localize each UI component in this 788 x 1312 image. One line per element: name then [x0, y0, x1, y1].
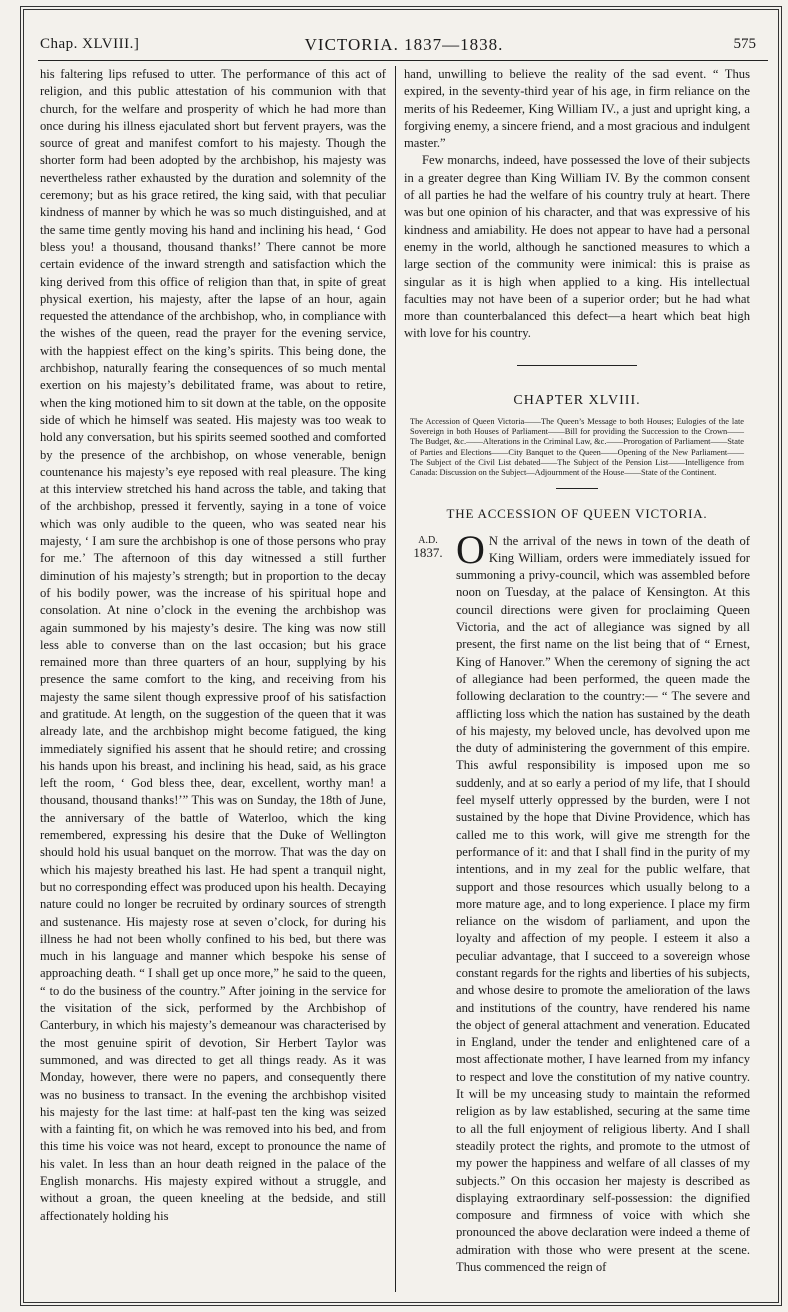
ad-year: 1837.: [413, 544, 443, 560]
continuation-paragraph: hand, unwilling to believe the reality of the sad event. “ Thus expired, in the seventy-third year of his age, in firm reliance on the merits of his Redeemer, King William IV., a just and upright king, a forgiving enemy, a sincere friend, and a most gracious and indulgent master.”: [404, 67, 750, 151]
page-number: 575: [733, 36, 756, 52]
column-divider: [395, 66, 396, 1292]
chapter-heading: CHAPTER XLVIII.: [513, 392, 641, 408]
chapter-synopsis: The Accession of Queen Victoria——The Queen’s Message to both Houses; Eulogies of the late Sovereign in both Houses of Parliament——Bill for providing the Succession to the Crown——The Budget, &c.——Alterations in the Criminal Law, &c.——Prorogation of Parliament——State of Parties and Elections——City Banquet to the Queen——Opening of the New Parliament——The Subject of the Civil List debated——The Subject of the Pension List——Intelligence from Canada: Discussion on the Subject—Adjournment of the House——State of the Continent.: [410, 417, 744, 478]
section-divider: [517, 365, 637, 366]
year-margin-note: [410, 535, 446, 559]
synopsis-divider: [556, 488, 598, 489]
ad-label: A.D.: [418, 534, 438, 546]
left-column: [40, 66, 386, 1276]
body-paragraph: his faltering lips refused to utter. The performance of this act of religion, and this public attestation of his communion with that church, for the welfare and prosperity of which he had more than once during his illness ejaculated short but fervent prayers, was the source of great and manifest comfort to his majesty. Though the shorter form had been adopted by the archbishop, his majesty was nevertheless rather exhausted by the duration and solemnity of the ceremony; but as his grace retired, the king said, with that peculiar kindness of manner by which he was so much distinguished, and at the same time gently moving his hand and inclining his head, ‘ God bless you! a thousand, thousand thanks!’ There cannot be more certain evidence of the inward strength and satisfaction which the king derived from this office of religion than that, in spite of great physical exertion, his majesty, after the lapse of an hour, again requested the attendance of the archbishop, who, in compliance with the wishes of the queen, read the prayer for the evening service, with the happiest effect on the king’s spirits. This being done, the archbishop, naturally fearing the consequences of so much mental exertion on his majesty’s debilitated frame, was about to retire, when the king motioned him to sit down at the table, on the opposite side of which he himself was seated. His majesty was too weak to hold any conversation, but his spirits seemed soothed and comforted by the presence of the archbishop, on whose venerable, benign countenance his majesty’s eye reposed with real pleasure. The king at this interview stretched his hand across the table, and taking that of the archbishop, pressed it fervently, saying in a tone of voice which was only audible to the queen, who was seated near his majesty, ‘ I am sure the archbishop is one of those persons who pray for me.’ The afternoon of this day witnessed a still further diminution of his majesty’s strength; but in proportion to the decay of his bodily power, was the increase of his spiritual hope and consolation. At nine o’clock in the evening the archbishop was again summoned by his majesty’s desire. The king was now still less able to converse than on the last occasion; but his grace remained more than three quarters of an hour, supplying by his presence the same comfort to the king, and receiving from his majesty the same silent though expressive proof of his satisfaction and gratitude. At length, on the suggestion of the queen that it was already late, and the archbishop might become fatigued, the king immediately signified his assent that he should retire; and crossing his hands upon his breast, and inclining his head, said, as his grace left the room, ‘ God bless thee, dear, excellent, worthy man! a thousand, thousand thanks!’” This was on Sunday, the 18th of June, the anniversary of the battle of Waterloo, which the king remembered, expressing his desire that the Duke of Wellington should hold his usual banquet on the morrow. That was the day on which his majesty breathed his last. He had spent a tranquil night, but no corresponding effect was produced upon his health. Decaying nature could no longer be recruited by ordinary sources of strength and sustenance. His majesty rose at seven o’clock, for during his illness he had not been wholly confined to his bed, but there was much in his language and manner which bespoke his sense of approaching death. “ I shall get up once more,” he said to the queen, “ to do the business of the country.” After joining in the service for the visitation of the sick, performed by the Archbishop of Canterbury, in which his majesty’s demeanour was characterised by the most genuine spirit of devotion, Sir Herbert Taylor was summoned, and was directed to get all things ready. As it was Monday, however, there were no papers, and consequently there was no business to transact. In the evening the archbishop visited his majesty for the last time: at half-past ten the king was seized with a fainting fit, on which he was removed into his bed, and from this time his voice was not heard, except to pronounce the name of his valet. In less than an hour death reigned in the palace of the English monarchs. His majesty expired without a struggle, and without a groan, the queen kneeling at the bedside, and still affectionately holding his: [40, 67, 386, 1223]
opening-text: N the arrival of the news in town of the death of King William, orders were immediately issued for summoning a privy-council, which was assembled before noon on Tuesday, at the palace of Kensington. At this council directions were given for proclaiming Queen Victoria, and the act of allegiance was signed by all present, the first name on the list being that of “ Ernest, King of Hanover.” When the ceremony of signing the act of allegiance had been performed, the queen made the following declaration to the country:— “ The severe and afflicting loss which the nation has sustained by the death of his majesty, my beloved uncle, has devolved upon me the duty of administering the government of this empire. This awful responsibility is imposed upon me so suddenly, and at so early a period of my life, that I should feel myself utterly oppressed by the burden, were I not sustained by the hope that Divine Providence, which has called me to this work, will give me strength for the performance of it: and that I shall find in the purity of my intentions, and in my zeal for the public welfare, that support and those resources which usually belong to a more mature age, and to long experience. I place my firm reliance on the wisdom of parliament, and upon the loyalty and affection of my people. I esteem it also a peculiar advantage, that I succeed to a sovereign whose constant regards for the rights and liberties of his subjects, and whose desire to promote the amelioration of the laws and institutions of the country, have rendered his name the object of general attachment and veneration. Educated in England, under the tender and enlightened care of a most affectionate mother, I have learned from my infancy to respect and love the constitution of my native country. It will be my unceasing study to maintain the reformed religion as by law established, securing at the same time to all the full enjoyment of religious liberty. And I shall steadily protect the rights, and promote to the utmost of my power the happiness and welfare of all classes of my subjects.” On this occasion her majesty is described as displaying extraordinary self-possession: the dignified composure and firmness of voice with which she pronounced the above declaration were indeed a theme of admiration with those who were present at the scene. Thus commenced the reign of: [456, 533, 750, 1275]
running-title: VICTORIA. 1837—1838.: [304, 35, 504, 54]
opening-paragraph: [404, 526, 750, 1276]
body-paragraph: Few monarchs, indeed, have possessed the love of their subjects in a greater degree than King William IV. By the common consent of all parties he had the welfare of his country truly at heart. There was but one opinion of his character, and that was expressive of his kindness and amiability. He does not appear to have had a personal enemy in the world, although he sanctioned measures to which a large section of the community were inimical: this is praise as singular as it is high when applied to a king. His intellectual faculties may not have been of a superior order; but he had what more than counterbalanced this defect—a heart which beat high with love for his country.: [404, 153, 750, 341]
running-header: [40, 36, 768, 58]
header-rule: [38, 60, 768, 61]
section-title: THE ACCESSION OF QUEEN VICTORIA.: [446, 506, 708, 522]
opening-paragraph-text: [404, 526, 750, 1276]
right-column: [404, 66, 750, 1276]
drop-cap: O: [456, 526, 485, 572]
chapter-label: Chap. XLVIII.]: [40, 36, 140, 52]
